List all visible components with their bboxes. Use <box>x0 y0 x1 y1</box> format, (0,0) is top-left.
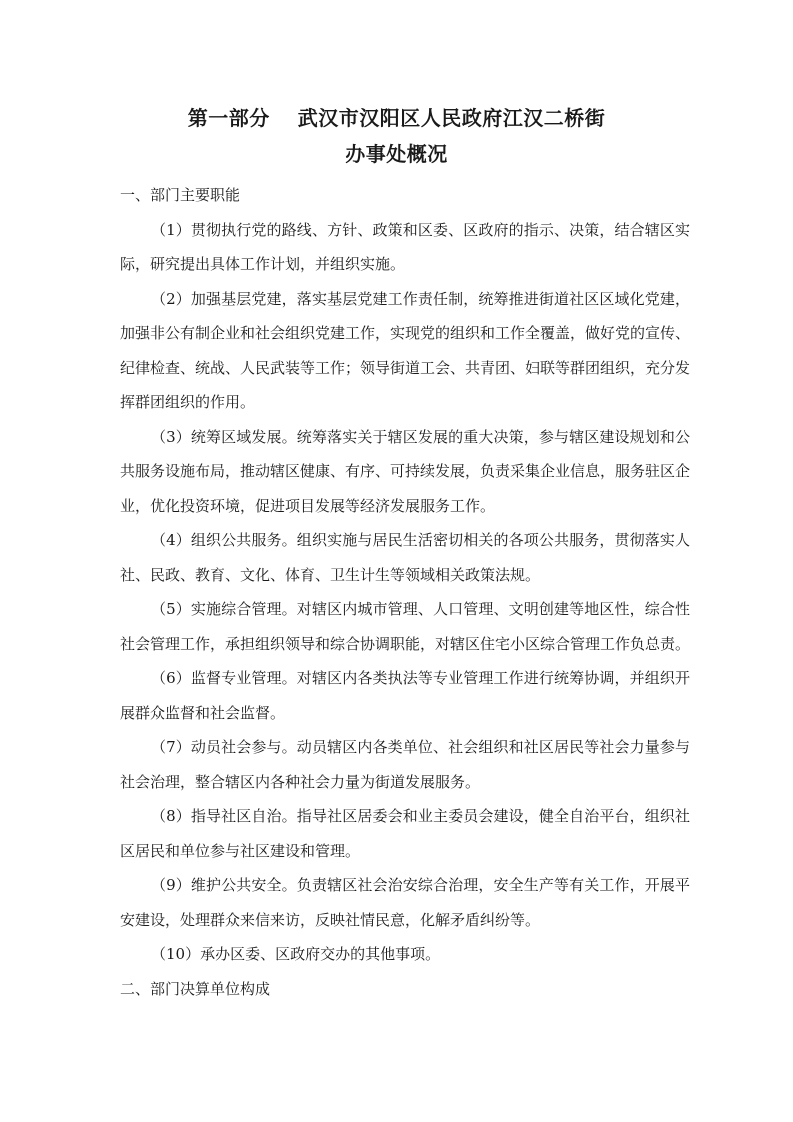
paragraph-item-8: （8）指导社区自治。指导社区居委会和业主委员会建设，健全自治平台，组织社区居民和单位参与社区建设和管理。 <box>120 807 690 860</box>
paragraph-item-5: （5）实施综合管理。对辖区内城市管理、人口管理、文明创建等地区性，综合性社会管理工作，承担组织领导和综合协调职能，对辖区住宅小区综合管理工作负总责。 <box>120 600 691 653</box>
paragraph-item-2: （2）加强基层党建，落实基层党建工作责任制，统筹推进街道社区区域化党建，加强非公有制企业和社会组织党建工作，实现党的组织和工作全覆盖，做好党的宣传、纪律检查、统战、人民武装等工作；领导街道工会、共青团、妇联等群团组织，充分发挥群团组织的作用。 <box>120 289 691 411</box>
section-heading-functions: 一、部门主要职能 <box>120 186 241 204</box>
paragraph-item-1: （1）贯彻执行党的路线、方针、政策和区委、区政府的指示、决策，结合辖区实际，研究提出具体工作计划，并组织实施。 <box>120 220 690 273</box>
paragraph-item-6: （6）监督专业管理。对辖区内各类执法等专业管理工作进行统筹协调，并组织开展群众监督和社会监督。 <box>120 669 690 722</box>
paragraph-item-3: （3）统筹区域发展。统筹落实关于辖区发展的重大决策，参与辖区建设规划和公共服务设施布局，推动辖区健康、有序、可持续发展，负责采集企业信息，服务驻区企业，优化投资环境，促进项目发展等经济发展服务工作。 <box>120 427 691 515</box>
section-heading-units: 二、部门决算单位构成 <box>120 979 271 998</box>
title-main-text: 武汉市汉阳区人民政府江汉二桥街 <box>297 106 606 130</box>
paragraph-item-4: （4）组织公共服务。组织实施与居民生活密切相关的各项公共服务，贯彻落实人社、民政、教育、文化、体育、卫生计生等领域相关政策法规。 <box>120 531 690 584</box>
paragraph-item-10: （10）承办区委、区政府交办的其他事项。 <box>151 945 441 963</box>
paragraph-item-7: （7）动员社会参与。动员辖区内各类单位、社会组织和社区居民等社会力量参与社会治理，整合辖区内各种社会力量为街道发展服务。 <box>120 738 690 791</box>
document-body <box>120 178 690 1006</box>
title-part-label: 第一部分 <box>187 106 270 130</box>
paragraph-item-9: （9）维护公共安全。负责辖区社会治安综合治理，安全生产等有关工作，开展平安建设，处理群众来信来访，反映社情民意，化解矛盾纠纷等。 <box>120 876 690 929</box>
document-title-line-2: 办事处概况 <box>345 142 448 166</box>
document-title-line-1 <box>0 102 793 131</box>
